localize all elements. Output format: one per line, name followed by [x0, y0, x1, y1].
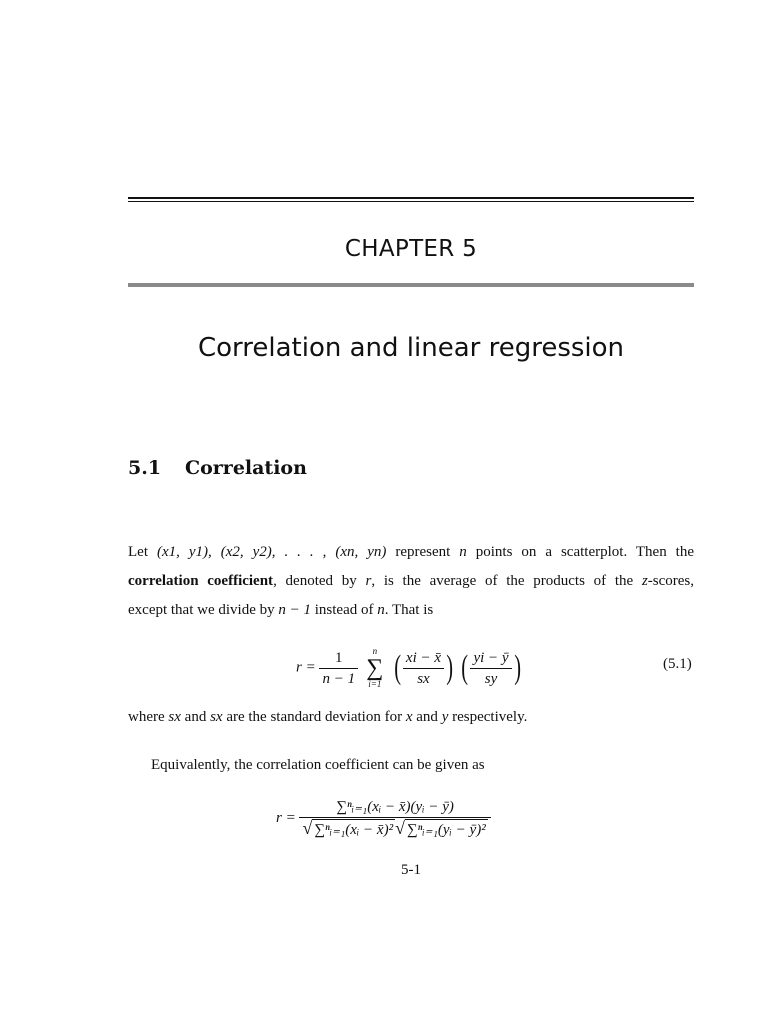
page-number: 5-1: [401, 862, 421, 878]
bold-term: correlation coefficient: [128, 573, 274, 589]
chapter-top-rule-thin: [128, 201, 694, 202]
paragraph-equivalently: Equivalently, the correlation coefficient can be given as: [151, 757, 485, 773]
equation-alternate: [276, 797, 491, 840]
chapter-label: CHAPTER 5: [344, 236, 478, 262]
section-title: Correlation: [185, 457, 307, 479]
eq1-fraction: $\frac{1}{n - 1}$: [319, 648, 358, 689]
intro-line-2: correlation coefficient, denoted by r, is the average of the products of the z-scores,: [128, 573, 695, 589]
eq2-lhs: r =: [276, 809, 296, 826]
intro-line-1: Let (x1, y1), (x2, y2), . . . , (xn, yn) represent n points on a scatterplot. Then the: [128, 544, 695, 560]
paragraph-where: where sx and sx are the standard deviation for x and y respectively.: [128, 709, 528, 725]
chapter-top-rule: [128, 197, 694, 199]
points-list: (x1, y1), (x2, y2), . . . , (xn, yn): [156, 544, 387, 560]
equation-5-1: r = $\frac{1}{n - 1}$ n ∑ i=1 ( $\frac{xi - x̄}{sx}$ ) ( $\frac{yi - ȳ}{sy}$ ): [296, 646, 521, 689]
eq1-lhs: r =: [296, 659, 316, 676]
summation-symbol: n ∑ i=1: [366, 646, 384, 689]
paragraph-intro: [128, 538, 694, 625]
eq1-x-term: $\frac{xi - x̄}{sx}$: [403, 648, 444, 689]
chapter-title: Correlation and linear regression: [197, 333, 625, 363]
section-heading: [128, 457, 307, 479]
equation-number: (5.1): [663, 656, 692, 672]
intro-line-3: except that we divide by n − 1 instead of n. That is: [128, 602, 434, 618]
chapter-bottom-rule: [128, 283, 694, 287]
eq1-y-term: $\frac{yi - ȳ}{sy}$: [470, 648, 511, 689]
eq2-fraction: $\frac{\text{∑ⁿᵢ₌₁(xᵢ − x̄)(yᵢ − ȳ)}}{\text{√ ∑ⁿᵢ₌₁(xᵢ − x̄)² √ ∑ⁿᵢ₌₁(yᵢ − ȳ)²}}$: [299, 797, 490, 840]
section-number: 5.1: [128, 457, 162, 479]
